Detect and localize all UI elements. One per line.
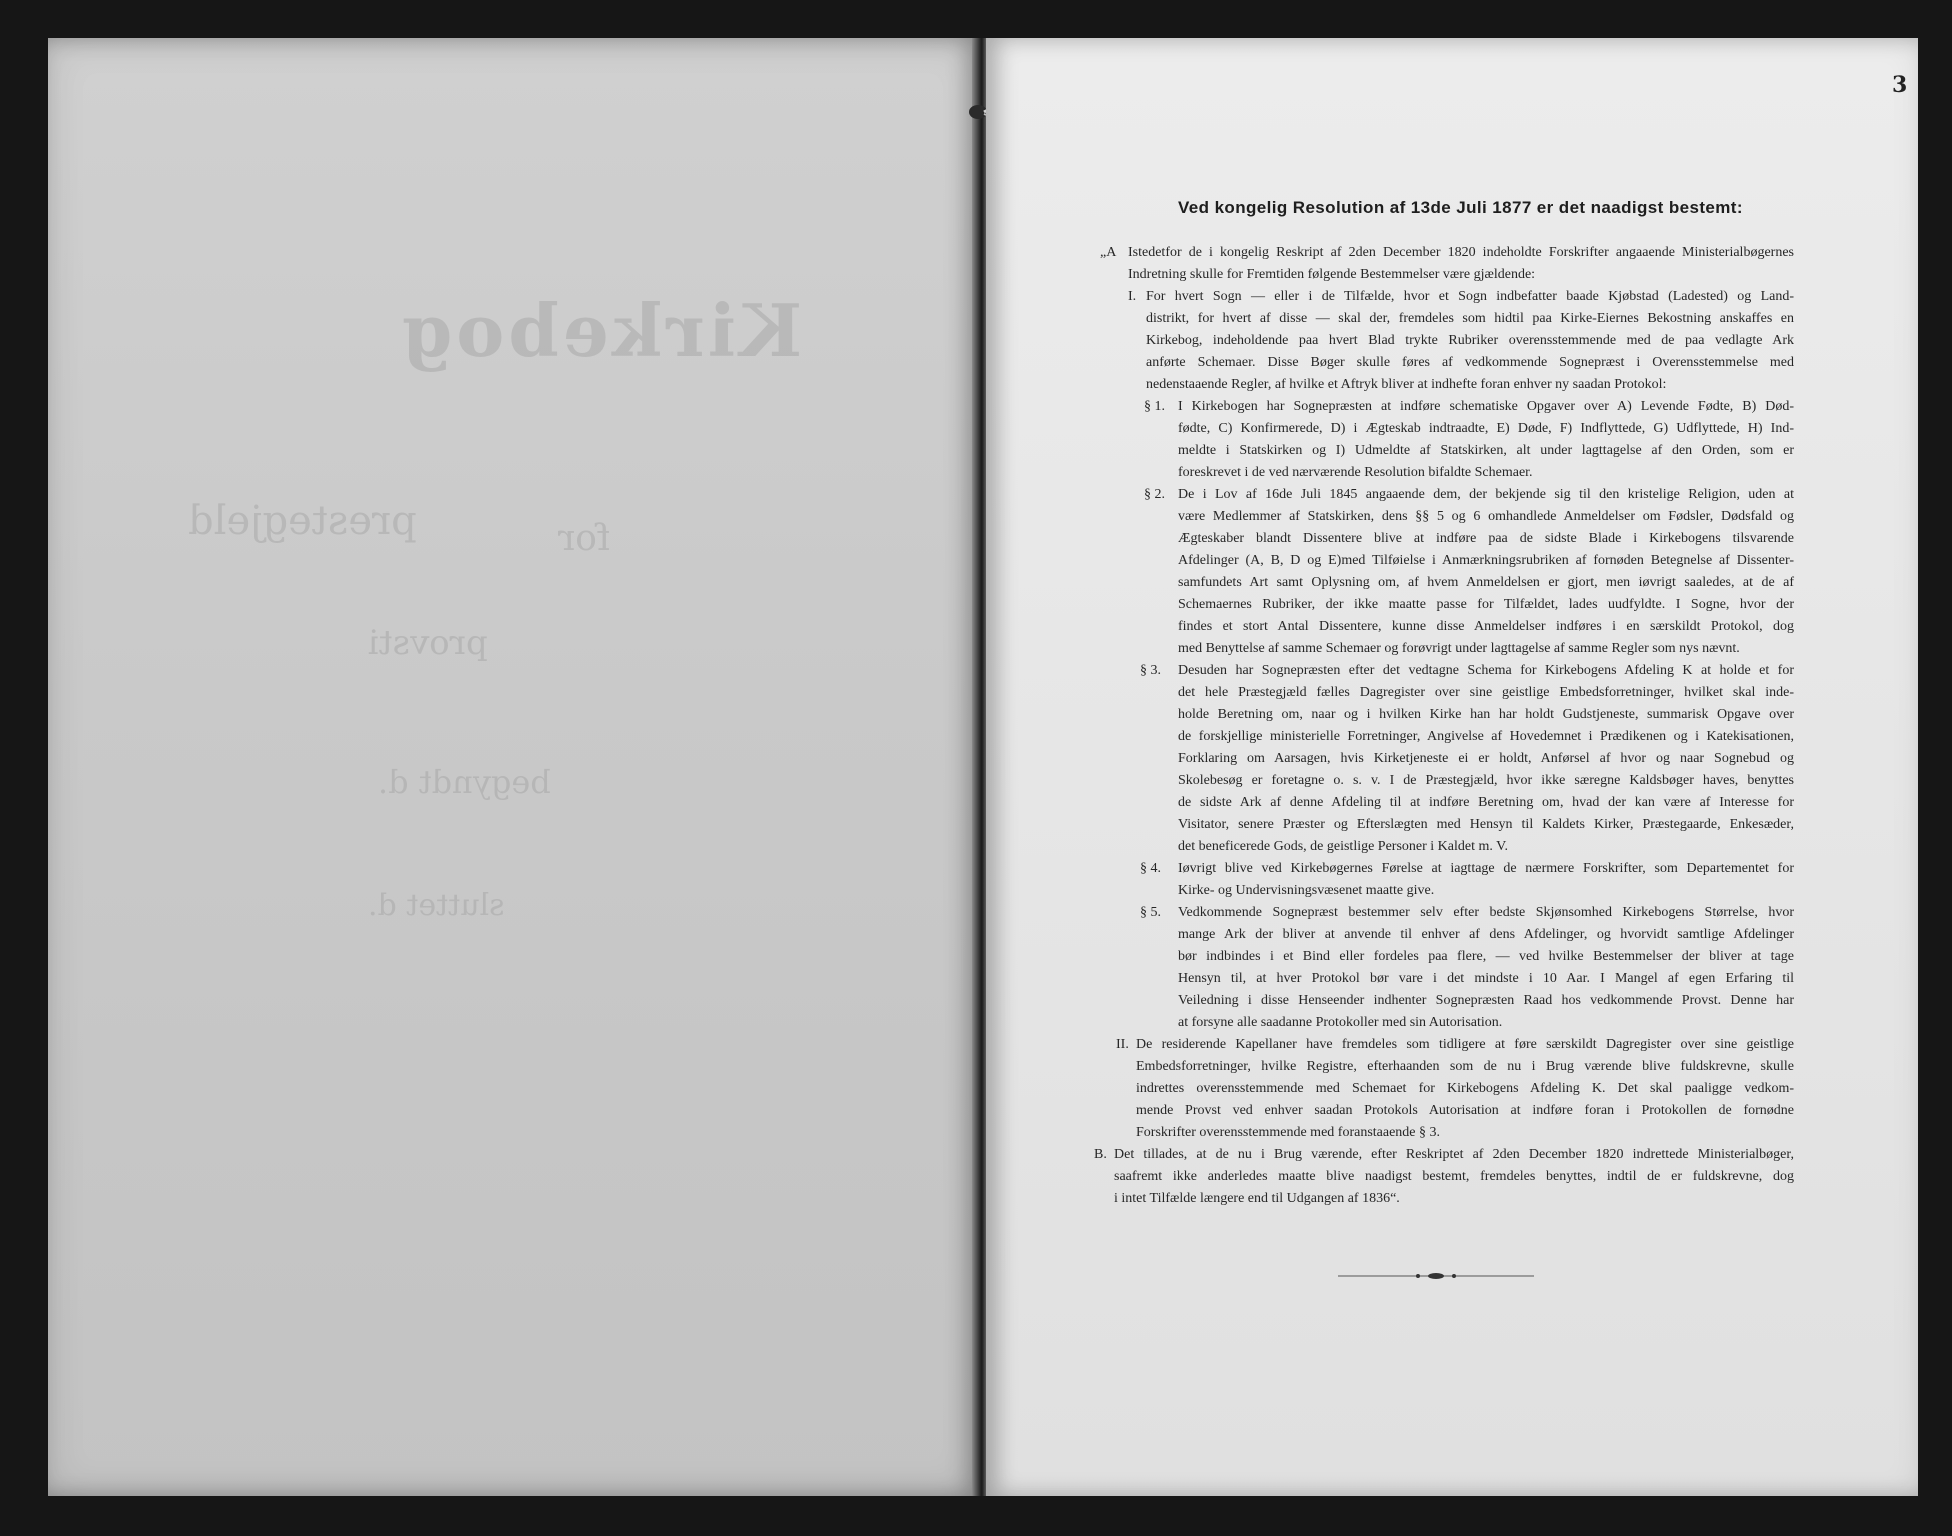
section-b-marker: B.	[1094, 1147, 1107, 1162]
text-line: at forsyne alle saadanne Protokoller med sin Autorisation.	[1178, 1015, 1503, 1030]
text-line: de sidste Ark af denne Afdeling til at indføre Beretning om, hvad der kan være af Interesse for	[1178, 795, 1794, 810]
text-line: de forskjellige ministerielle Forretninger, Angivelse af Hovedemnet i Prædikenen og i Katekisationen,	[1178, 729, 1794, 744]
item-ii-marker: II.	[1116, 1037, 1129, 1052]
text-line: Vedkommende Sognepræst bestemmer selv efter bedste Skjønsomhed Kirkebogens Størrelse, hvor	[1178, 905, 1794, 920]
text-line: mende Provst ved enhver saadan Protokols Autorisation at indføre foran i Protokollen de fornødne	[1136, 1103, 1794, 1118]
text-line: Embedsforretninger, hvilke Registre, efterhaanden som de nu i Brug værende blive fuldskrevne, skulle	[1136, 1059, 1794, 1074]
text-line: Skolebesøg er foretagne o. s. v. I de Præstegjæld, hvor ikke særegne Kaldsbøger haves, benyttes	[1178, 773, 1794, 788]
paragraph-1-marker: § 1.	[1144, 399, 1165, 414]
text-line: mange Ark der bliver at anvende til enhver af dens Afdelinger, og hvorvidt samtlige Afdelinger	[1178, 927, 1794, 942]
paragraph-5-marker: § 5.	[1140, 905, 1161, 920]
text-line: indrettes overensstemmende med Schemaet for Kirkebogens Afdeling K. Det skal paaligge vedkom-	[1136, 1081, 1794, 1096]
text-line: bør indbindes i et Bind eller fordeles paa flere, — ved hvilke Bestemmelser der bliver at tage	[1178, 949, 1794, 964]
page-number: 3	[1892, 72, 1908, 98]
text-line: Forklaring om Aarsagen, hvis Kirketjeneste ei er holdt, Anførsel af hvor og naar Sognebud og	[1178, 751, 1794, 766]
text-line: Desuden har Sognepræsten efter det vedtagne Schema for Kirkebogens Afdeling K at holde et for	[1178, 663, 1794, 678]
text-line: findes et stort Antal Dissentere, kunne disse Anmeldelser indføres i en særskildt Protokol, dog	[1178, 619, 1794, 634]
bleed-through-text: prestegjeld	[188, 498, 417, 544]
paragraph-2-marker: § 2.	[1144, 487, 1165, 502]
text-line: Veiledning i disse Henseender indhenter Sognepræsten Raad hos vedkommende Provst. Denne har	[1178, 993, 1794, 1008]
text-line: nedenstaaende Regler, af hvilke et Aftryk bliver at indhefte foran enhver ny saadan Protokol:	[1146, 377, 1667, 392]
resolution-heading: Ved kongelig Resolution af 13de Juli 1877 er det naadigst bestemt:	[1178, 198, 1743, 217]
left-page	[48, 38, 978, 1496]
paragraph-4-marker: § 4.	[1140, 861, 1161, 876]
text-line: Iøvrigt blive ved Kirkebøgernes Førelse at iagttage de nærmere Forskrifter, som Departementet for	[1178, 861, 1794, 876]
section-a-marker: „A	[1100, 245, 1117, 260]
text-line: meldte i Statskirken og I) Udmeldte af Statskirken, alt under lagttagelse af den Orden, som er	[1178, 443, 1794, 458]
divider-ornament-icon	[1338, 1270, 1534, 1282]
paragraph-5-text	[1178, 902, 1794, 1034]
text-line: Indretning skulle for Fremtiden følgende Bestemmelser være gjældende:	[1128, 267, 1536, 282]
item-i-marker: I.	[1128, 289, 1137, 304]
text-line: anførte Schemaer. Disse Bøger skulle føres af vedkommende Sognepræst i Overensstemmelse med	[1146, 355, 1794, 370]
text-line: Visitator, senere Præster og Efterslægten med Hensyn til Kaldets Kirker, Præstegaarde, Enkesæder,	[1178, 817, 1794, 832]
text-line: det hele Præstegjæld fælles Dagregister over sine geistlige Embedsforretninger, hvilket skal inde-	[1178, 685, 1794, 700]
text-line: De i Lov af 16de Juli 1845 angaaende dem, der bekjende sig til den kristelige Religion, uden at	[1178, 487, 1794, 502]
item-i-text	[1146, 286, 1794, 396]
bleed-through-text: provsti	[368, 623, 488, 663]
text-line: det beneficerede Gods, de geistlige Personer i Kaldet m. V.	[1178, 839, 1508, 854]
bleed-through-title: Kirkebog	[398, 288, 803, 373]
text-line: Hensyn til, at hver Protokol bør vare i det mindste i 10 Aar. I Mangel af egen Erfaring til	[1178, 971, 1794, 986]
paragraph-4-text	[1178, 858, 1794, 902]
text-line: For hvert Sogn — eller i de Tilfælde, hvor et Sogn indbefatter baade Kjøbstad (Ladested) og Land-	[1146, 289, 1794, 304]
text-line: Kirkebog, indeholdende paa hvert Blad trykte Rubriker overensstemmende med de paa vedlagte Ark	[1146, 333, 1794, 348]
text-line: Istedetfor de i kongelig Reskript af 2den December 1820 indeholdte Forskrifter angaaende Ministerialbøgernes	[1128, 245, 1794, 260]
text-line: være Medlemmer af Statskirken, dens §§ 5 og 6 omhandlede Anmeldelser om Fødsler, Dødsfald og	[1178, 509, 1794, 524]
text-line: I Kirkebogen har Sognepræsten at indføre schematiske Opgaver over A) Levende Fødte, B) Død-	[1178, 399, 1794, 414]
text-line: De residerende Kapellaner have fremdeles som tidligere at føre særskildt Dagregister over sine geistlige	[1136, 1037, 1794, 1052]
text-line: saafremt ikke anderledes maatte blive naadigst bestemt, fremdeles benyttes, indtil de er fuldskrevne, dog	[1114, 1169, 1794, 1184]
text-line: Afdelinger (A, B, D og E)med Tilføielse i Anmærkningsrubriken af fornøden Betegnelse af Dissenter-	[1178, 553, 1794, 568]
text-line: distrikt, for hvert af disse — skal der, fremdeles som hidtil paa Kirke-Eiernes Bekostning anskaffes en	[1146, 311, 1794, 326]
text-line: Ægteskaber blandt Dissentere blive at indføre paa de sidste Blade i Kirkebogens tilsvarende	[1178, 531, 1794, 546]
text-line: Kirke- og Undervisningsvæsenet maatte give.	[1178, 883, 1435, 898]
bleed-through-text: for	[558, 518, 611, 559]
text-line: samfundets Art samt Oplysning om, af hvem Anmeldelsen er gjort, men iøvrigt saaledes, at de af	[1178, 575, 1794, 590]
section-a-intro	[1128, 242, 1794, 286]
text-line: med Benyttelse af samme Schemaer og forøvrigt under lagttagelse af samme Regler som nys nævnt.	[1178, 641, 1740, 656]
paragraph-3-text	[1178, 660, 1794, 858]
bleed-through-text: sluttet d.	[368, 888, 505, 923]
bleed-through-text: begyndt d.	[378, 763, 551, 801]
text-line: foreskrevet i de ved nærværende Resolution bifaldte Schemaer.	[1178, 465, 1533, 480]
text-line: Forskrifter overensstemmende med foranstaaende § 3.	[1136, 1125, 1441, 1140]
item-ii-text	[1136, 1034, 1794, 1144]
paragraph-1-text	[1178, 396, 1794, 484]
section-b-text	[1114, 1144, 1794, 1210]
text-line: fødte, C) Konfirmerede, D) i Ægteskab indtraadte, E) Døde, F) Indflyttede, G) Udflyttede, H) Ind-	[1178, 421, 1794, 436]
text-line: Schemaernes Rubriker, der ikke maatte passe for Tilfældet, lades uudfyldte. I Sogne, hvor der	[1178, 597, 1794, 612]
paragraph-3-marker: § 3.	[1140, 663, 1161, 678]
text-line: Det tillades, at de nu i Brug værende, efter Reskriptet af 2den December 1820 indrettede Ministerialbøger,	[1114, 1147, 1794, 1162]
text-line: i intet Tilfælde længere end til Udgangen af 1836“.	[1114, 1191, 1400, 1206]
paragraph-2-text	[1178, 484, 1794, 660]
text-line: holde Beretning om, naar og i hvilken Kirke han har holdt Gudstjeneste, summarisk Opgave over	[1178, 707, 1794, 722]
